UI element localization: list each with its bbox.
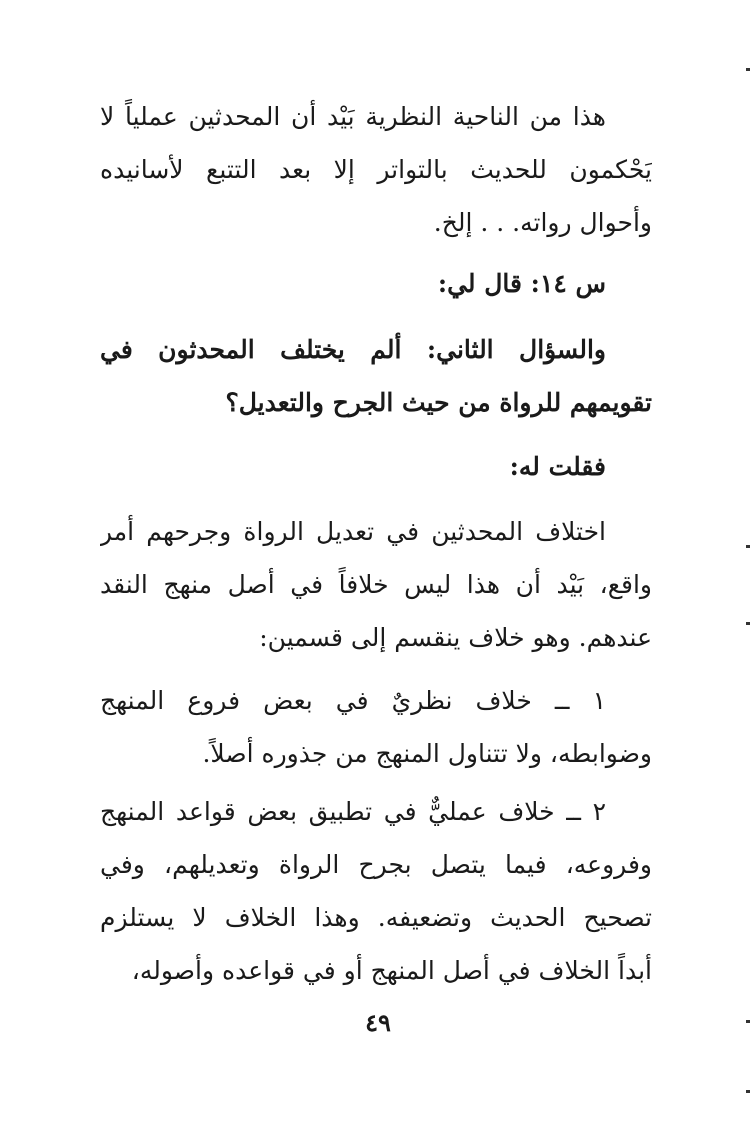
scan-mark (746, 622, 750, 625)
paragraph-intro (100, 90, 652, 249)
list-item-2 (100, 785, 652, 997)
text-line: ٢ ــ خلاف عمليٌّ في تطبيق بعض قواعد المنهج (100, 797, 606, 826)
text-line: تصحيح الحديث وتضعيفه. وهذا الخلاف لا يستلزم (100, 903, 652, 932)
page-number: ٤٩ (365, 1008, 391, 1037)
text-line: والسؤال الثاني: ألم يختلف المحدثون في (100, 335, 606, 364)
text-line: واقع، بَيْد أن هذا ليس خلافاً في أصل منهج النقد (100, 570, 652, 599)
answer-heading: فقلت له: (509, 452, 606, 481)
scan-mark (746, 68, 750, 71)
question-heading: س ١٤: قال لي: (437, 269, 606, 298)
text-line: وفروعه، فيما يتصل بجرح الرواة وتعديلهم، وفي (100, 850, 652, 879)
text-line: تقويمهم للرواة من حيث الجرح والتعديل؟ (225, 388, 652, 417)
text-line: ١ ــ خلاف نظريٌ في بعض فروع المنهج (100, 686, 606, 715)
text-line: أبداً الخلاف في أصل المنهج أو في قواعده وأصوله، (131, 956, 652, 985)
scan-mark (746, 1090, 750, 1093)
text-line: اختلاف المحدثين في تعديل الرواة وجرحهم أمر (100, 517, 606, 546)
question-text (100, 323, 652, 429)
text-line: يَحْكمون للحديث بالتواتر إلا بعد التتبع لأسانيده (100, 155, 652, 184)
scan-mark (746, 1020, 750, 1023)
text-line: وأحوال رواته. . . إلخ. (433, 208, 652, 237)
text-line: عندهم. وهو خلاف ينقسم إلى قسمين: (259, 623, 652, 652)
text-line: هذا من الناحية النظرية بَيْد أن المحدثين عملياً لا (100, 102, 606, 131)
paragraph-answer (100, 505, 652, 664)
list-item-1 (100, 674, 652, 780)
text-line: وضوابطه، ولا تتناول المنهج من جذوره أصلاً. (202, 739, 652, 768)
scan-mark (746, 545, 750, 548)
